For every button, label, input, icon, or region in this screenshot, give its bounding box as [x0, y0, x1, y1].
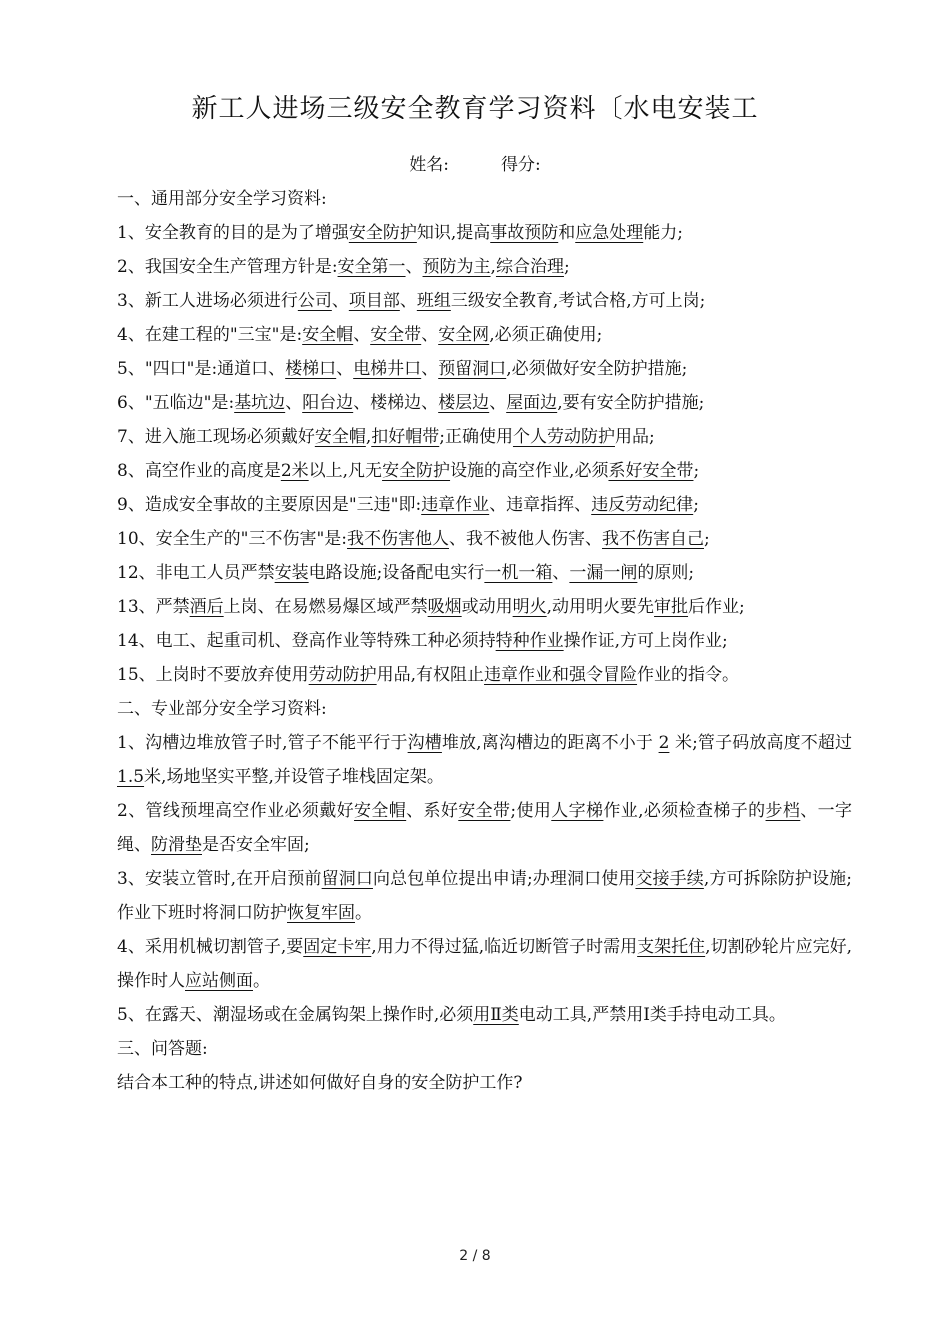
- item-text: ,必须做好安全防护措施;: [506, 359, 688, 379]
- item-text: 、: [285, 393, 303, 413]
- answer-blank: 我不伤害自己: [602, 529, 704, 549]
- name-label: 姓名:: [409, 155, 449, 175]
- answer-blank: 安全带: [370, 325, 422, 345]
- answer-blank: 个人劳动防护: [512, 427, 615, 447]
- answer-blank: 劳动防护: [308, 665, 377, 685]
- document-title: 新工人进场三级安全教育学习资料〔水电安装工: [191, 94, 759, 124]
- answer-blank: 固定卡牢: [303, 937, 372, 957]
- item-text: 电动工具,严禁用Ⅰ类手持电动工具。: [518, 1005, 786, 1025]
- item-text: 8、高空作业的高度是: [117, 461, 281, 481]
- answer-blank: 楼梯口: [285, 359, 337, 379]
- answer-blank: 恢复牢固: [287, 903, 355, 923]
- item-text: 电路设施;设备配电实行: [308, 563, 485, 583]
- item-text: ;: [563, 257, 570, 277]
- list-item: [117, 522, 852, 556]
- item-text: 5、"四口"是:通道口、: [117, 359, 286, 379]
- answer-blank: 安全帽: [314, 427, 366, 447]
- answer-blank: 步档: [765, 801, 801, 821]
- list-item: [117, 624, 852, 658]
- answer-blank: 2: [658, 733, 670, 753]
- item-text: 6、"五临边"是:: [117, 393, 235, 413]
- answer-blank: 2米: [280, 461, 309, 481]
- answer-blank: 预留洞口: [438, 359, 507, 379]
- list-item: [117, 420, 852, 454]
- item-text: ,要有安全防护措施;: [557, 393, 705, 413]
- document-body: [117, 182, 852, 1100]
- item-text: 10、安全生产的"三不伤害"是:: [117, 529, 347, 549]
- item-text: 、违章指挥、: [489, 495, 592, 515]
- answer-blank: 安全帽: [354, 801, 407, 821]
- item-text: 和: [558, 223, 576, 243]
- item-text: ,: [365, 427, 372, 447]
- item-text: ,方可拆除防护设施;作业下班时将洞口防护: [117, 869, 852, 923]
- item-text: 4、在建工程的"三宝"是:: [117, 325, 303, 345]
- item-text: 用品,有权阻止: [376, 665, 485, 685]
- answer-blank: 扣好帽带: [371, 427, 440, 447]
- list-item: [117, 556, 852, 590]
- answer-blank: 用Ⅱ类: [473, 1005, 519, 1025]
- answer-blank: 安全网: [438, 325, 490, 345]
- answer-blank: 违章作业和强令冒险: [484, 665, 638, 685]
- item-text: 、: [421, 359, 439, 379]
- answer-blank: 防滑垫: [151, 835, 202, 855]
- item-text: 堆放,离沟槽边的距离不小于: [441, 733, 659, 753]
- answer-blank: 1.5: [117, 767, 145, 787]
- item-text: 13、严禁: [117, 597, 190, 617]
- list-item: [117, 318, 852, 352]
- answer-blank: 安装: [274, 563, 309, 583]
- list-item: [117, 386, 852, 420]
- answer-blank: 特种作业: [495, 631, 564, 651]
- item-text: 2、我国安全生产管理方针是:: [117, 257, 338, 277]
- item-text: 4、采用机械切割管子,要: [117, 937, 304, 957]
- answer-blank: 安全帽: [302, 325, 354, 345]
- item-text: 。: [253, 971, 270, 991]
- item-text: 、一字绳、: [117, 801, 853, 855]
- answer-blank: 沟槽: [407, 733, 442, 753]
- item-text: 、: [399, 291, 417, 311]
- list-item: [117, 998, 852, 1032]
- answer-blank: 公司: [297, 291, 332, 311]
- item-text: 1、安全教育的目的是为了增强: [117, 223, 349, 243]
- list-item: [117, 454, 852, 488]
- list-item: [117, 216, 852, 250]
- item-text: 、: [405, 257, 423, 277]
- answer-blank: 基坑边: [234, 393, 286, 413]
- answer-blank: 安全带: [458, 801, 511, 821]
- answer-blank: 综合治理: [495, 257, 564, 277]
- answer-blank: 安全防护: [382, 461, 451, 481]
- item-text: 、楼梯边、: [353, 393, 439, 413]
- answer-blank: 留洞口: [321, 869, 373, 889]
- question-text: 结合本工种的特点,讲述如何做好自身的安全防护工作?: [117, 1073, 523, 1093]
- item-text: 15、上岗时不要放弃使用: [117, 665, 309, 685]
- item-text: 三级安全教育,考试合格,方可上岗;: [450, 291, 706, 311]
- item-text: 米,场地坚实平整,并设管子堆栈固定架。: [144, 767, 444, 787]
- answer-blank: 系好安全带: [608, 461, 694, 481]
- item-text: 7、进入施工现场必须戴好: [117, 427, 315, 447]
- item-text: 、: [552, 563, 570, 583]
- item-text: ;使用: [510, 801, 552, 821]
- answer-blank: 支架托住: [637, 937, 706, 957]
- section2-heading: 二、专业部分安全学习资料:: [117, 699, 327, 719]
- item-text: 、: [489, 393, 507, 413]
- item-text: 作业,必须检查梯子的: [603, 801, 766, 821]
- item-text: ;: [704, 529, 710, 549]
- item-text: 、系好: [406, 801, 459, 821]
- item-text: 上岗、在易燃易爆区域严禁: [223, 597, 428, 617]
- answer-blank: 应站侧面: [185, 971, 253, 991]
- item-text: ;: [693, 461, 700, 481]
- answer-blank: 事故预防: [490, 223, 559, 243]
- section1-heading: 一、通用部分安全学习资料:: [117, 189, 327, 209]
- item-text: 操作证,方可上岗作业;: [563, 631, 728, 651]
- item-text: 向总包单位提出申请;办理洞口使用: [372, 869, 636, 889]
- item-text: 的原则;: [637, 563, 695, 583]
- answer-blank: 我不伤害他人: [347, 529, 449, 549]
- item-text: 2、管线预埋高空作业必须戴好: [117, 801, 355, 821]
- answer-blank: 一机一箱: [484, 563, 553, 583]
- answer-blank: 违章作业: [421, 495, 490, 515]
- item-text: 知识,提高: [416, 223, 491, 243]
- page-number: 2 / 8: [459, 1248, 491, 1264]
- section3-heading: 三、问答题:: [117, 1039, 208, 1059]
- answer-blank: 酒后: [189, 597, 224, 617]
- item-text: 、: [336, 359, 354, 379]
- answer-blank: 人字梯: [551, 801, 604, 821]
- item-text: 米;管子码放高度不超过: [669, 733, 853, 753]
- item-text: 12、非电工人员严禁: [117, 563, 275, 583]
- item-text: 是否安全牢固;: [202, 835, 310, 855]
- item-text: 、: [353, 325, 371, 345]
- answer-blank: 明火: [512, 597, 547, 617]
- answer-blank: 阳台边: [302, 393, 354, 413]
- item-text: ,必须正确使用;: [489, 325, 603, 345]
- answer-blank: 项目部: [348, 291, 400, 311]
- score-label: 得分:: [501, 155, 541, 175]
- answer-blank: 应急处理: [575, 223, 644, 243]
- section2-list: [117, 726, 852, 1032]
- item-text: 3、安装立管时,在开启预前: [117, 869, 322, 889]
- list-item: [117, 284, 852, 318]
- answer-blank: 安全第一: [337, 257, 406, 277]
- item-text: 以上,凡无: [308, 461, 383, 481]
- item-text: 用品;: [614, 427, 655, 447]
- answer-blank: 屋面边: [506, 393, 558, 413]
- item-text: ;正确使用: [439, 427, 513, 447]
- item-text: 能力;: [643, 223, 683, 243]
- answer-blank: 交接手续: [635, 869, 704, 889]
- item-text: 3、新工人进场必须进行: [117, 291, 298, 311]
- answer-blank: 预防为主: [422, 257, 491, 277]
- answer-blank: 班组: [416, 291, 451, 311]
- item-text: ,用力不得过猛,临近切断管子时需用: [371, 937, 638, 957]
- list-item: [117, 488, 852, 522]
- item-text: ,切割砂轮片应完好,操作时人: [117, 937, 852, 991]
- item-text: 1、沟槽边堆放管子时,管子不能平行于: [117, 733, 408, 753]
- item-text: ,动用明火要先: [546, 597, 655, 617]
- answer-blank: 安全防护: [348, 223, 417, 243]
- item-text: 。: [355, 903, 372, 923]
- item-text: 9、造成安全事故的主要原因是"三违"即:: [117, 495, 422, 515]
- list-item: [117, 794, 852, 862]
- list-item: [117, 930, 852, 998]
- item-text: 设施的高空作业,必须: [450, 461, 609, 481]
- item-text: ,: [490, 257, 496, 277]
- answer-blank: 吸烟: [427, 597, 462, 617]
- answer-blank: 楼层边: [438, 393, 490, 413]
- list-item: [117, 726, 852, 794]
- list-item: [117, 862, 852, 930]
- name-score-row: [0, 150, 950, 175]
- answer-blank: 违反劳动纪律: [591, 495, 694, 515]
- list-item: [117, 590, 852, 624]
- section1-list: [117, 216, 852, 692]
- item-text: 5、在露天、潮湿场或在金属钩架上操作时,必须: [117, 1005, 474, 1025]
- item-text: 、: [421, 325, 439, 345]
- answer-blank: 电梯井口: [353, 359, 422, 379]
- list-item: [117, 250, 852, 284]
- item-text: 后作业;: [688, 597, 745, 617]
- list-item: [117, 658, 852, 692]
- item-text: 14、电工、起重司机、登高作业等特殊工种必须持: [117, 631, 496, 651]
- item-text: 、: [331, 291, 349, 311]
- item-text: ;: [693, 495, 699, 515]
- answer-blank: 审批: [654, 597, 689, 617]
- item-text: 或动用: [461, 597, 513, 617]
- answer-blank: 一漏一闸: [569, 563, 638, 583]
- list-item: [117, 352, 852, 386]
- item-text: 作业的指令。: [637, 665, 740, 685]
- item-text: 、我不被他人伤害、: [449, 529, 602, 549]
